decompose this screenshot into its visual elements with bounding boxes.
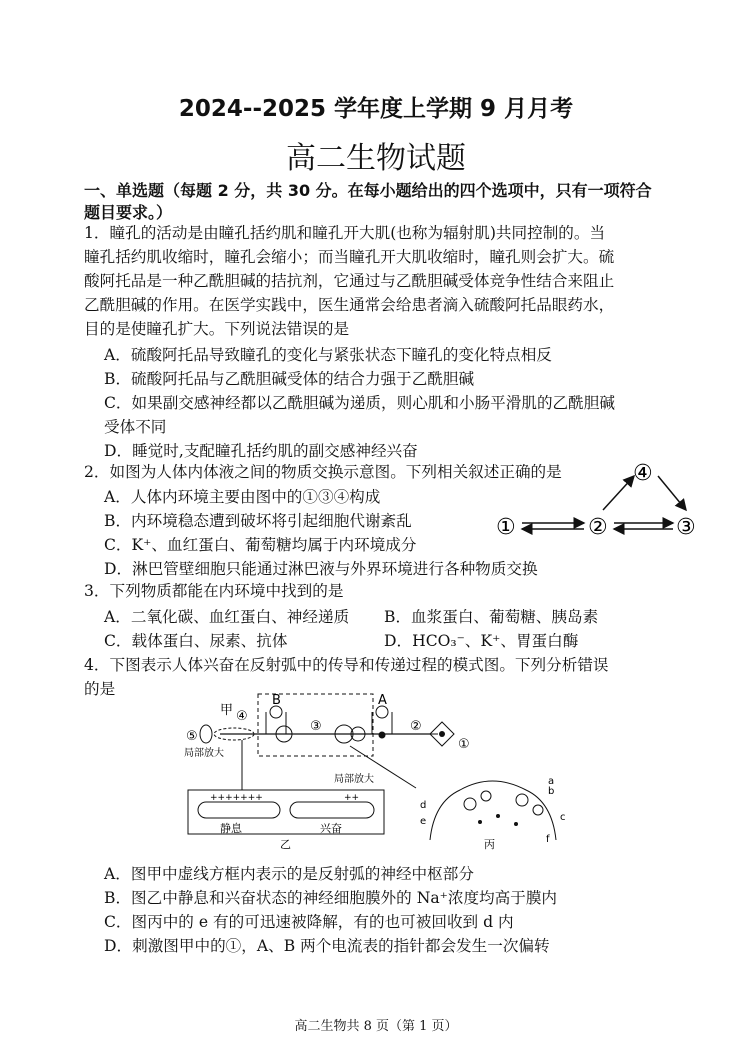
section-heading-line2: 题目要求。） xyxy=(84,203,173,222)
q1-option-b: B．硫酸阿托品与乙酰胆碱受体的结合力强于乙酰胆碱 xyxy=(104,370,475,388)
q2-stem: 2．如图为人体内体液之间的物质交换示意图。下列相关叙述正确的是 xyxy=(84,463,562,481)
label-d: d xyxy=(420,800,427,811)
synapse-terminal xyxy=(430,781,556,840)
q2-option-b: B．内环境稳态遭到破坏将引起细胞代谢紊乱 xyxy=(104,512,412,530)
diagram-node-1: ① xyxy=(496,515,516,540)
effector xyxy=(200,725,212,743)
label-yi: 乙 xyxy=(280,838,291,851)
subject-title: 高二生物试题 xyxy=(286,141,466,176)
diagram-node-3: ③ xyxy=(676,515,696,540)
label-1: ① xyxy=(458,737,470,752)
label-b: B xyxy=(272,693,281,708)
arrow-2-to-4 xyxy=(603,476,634,510)
diagram-node-4: ④ xyxy=(633,461,653,486)
label-3: ③ xyxy=(310,719,322,734)
label-f-small: f xyxy=(546,834,550,845)
q4-option-c: C．图丙中的 e 有的可迅速被降解，有的也可被回收到 d 内 xyxy=(104,913,514,931)
q1-option-a: A．硫酸阿托品导致瞳孔的变化与紧张状态下瞳孔的变化特点相反 xyxy=(104,346,552,364)
label-jia: 甲 xyxy=(220,703,234,718)
q2-option-c: C．K⁺、血红蛋白、葡萄糖均属于内环境成分 xyxy=(104,536,417,554)
label-a-small: a xyxy=(548,776,555,787)
q4-option-d: D．刺激图甲中的①，A、B 两个电流表的指针都会发生一次偏转 xyxy=(104,937,550,955)
label-a: A xyxy=(378,693,387,708)
exam-title: 2024--2025 学年度上学期 9 月月考 xyxy=(178,96,574,122)
label-2: ② xyxy=(410,719,422,734)
section-heading-line1: 一、单选题（每题 2 分，共 30 分。在每小题给出的四个选项中，只有一项符合 xyxy=(84,181,652,200)
q3-option-b: B．血浆蛋白、葡萄糖、胰岛素 xyxy=(384,608,599,626)
label-4: ④ xyxy=(236,709,248,724)
label-e: e xyxy=(420,816,427,827)
q1-line: 酸阿托品是一种乙酰胆碱的拮抗剂，它通过与乙酰胆碱受体竞争性结合来阻止 xyxy=(84,272,615,290)
q2-option-d: D．淋巴管壁细胞只能通过淋巴液与外界环境进行各种物质交换 xyxy=(104,560,538,578)
membrane-charge-right: ++ xyxy=(344,793,360,803)
diagram-node-2: ② xyxy=(588,515,608,540)
label-bing: 丙 xyxy=(484,838,495,851)
membrane-charge: +++++++ xyxy=(210,793,263,803)
page-footer: 高二生物共 8 页（第 1 页） xyxy=(294,1019,458,1034)
q1-line: 瞳孔括约肌收缩时，瞳孔会缩小；而当瞳孔开大肌收缩时，瞳孔则会扩大。硫 xyxy=(84,248,615,266)
q4-option-a: A．图甲中虚线方框内表示的是反射弧的神经中枢部分 xyxy=(104,865,474,883)
q1-line: 目的是使瞳孔扩大。下列说法错误的是 xyxy=(84,320,350,338)
label-c-small: c xyxy=(560,812,566,823)
q1-line: 1．瞳孔的活动是由瞳孔括约肌和瞳孔开大肌(也称为辐射肌)共同控制的。当 xyxy=(84,224,606,242)
q1-option-c-cont: 受体不同 xyxy=(104,418,167,436)
q4-stem-line1: 4．下图表示人体兴奋在反射弧中的传导和传递过程的模式图。下列分析错误 xyxy=(84,656,609,674)
q1-line: 乙酰胆碱的作用。在医学实践中，医生通常会给患者滴入硫酸阿托品眼药水， xyxy=(84,296,615,314)
q1-option-d: D．睡觉时,支配瞳孔括约肌的副交感神经兴奋 xyxy=(104,442,418,460)
q3-stem: 3．下列物质都能在内环境中找到的是 xyxy=(84,582,344,600)
q1-option-c: C．如果副交感神经都以乙酰胆碱为递质，则心肌和小肠平滑肌的乙酰胆碱 xyxy=(104,394,615,412)
q4-option-b: B．图乙中静息和兴奋状态的神经细胞膜外的 Na⁺浓度均高于膜内 xyxy=(104,889,558,907)
label-rest: 静息 xyxy=(220,822,242,835)
q4-stem-line2: 的是 xyxy=(84,680,116,698)
label-excite: 兴奋 xyxy=(320,822,342,835)
q3-option-c: C．载体蛋白、尿素、抗体 xyxy=(104,632,288,650)
fluid-exchange-diagram xyxy=(490,452,710,547)
zoom-label-left: 局部放大 xyxy=(184,748,224,759)
label-5: ⑤ xyxy=(186,729,198,744)
reflex-arc-figure xyxy=(180,690,580,855)
zoom-label-right: 局部放大 xyxy=(334,774,374,785)
q2-option-a: A．人体内环境主要由图中的①③④构成 xyxy=(104,488,381,506)
label-b-small: b xyxy=(548,786,555,797)
arrow-4-to-3 xyxy=(658,476,686,510)
q3-option-a: A．二氧化碳、血红蛋白、神经递质 xyxy=(104,608,350,626)
q3-option-d: D．HCO₃⁻、K⁺、胃蛋白酶 xyxy=(384,632,579,650)
